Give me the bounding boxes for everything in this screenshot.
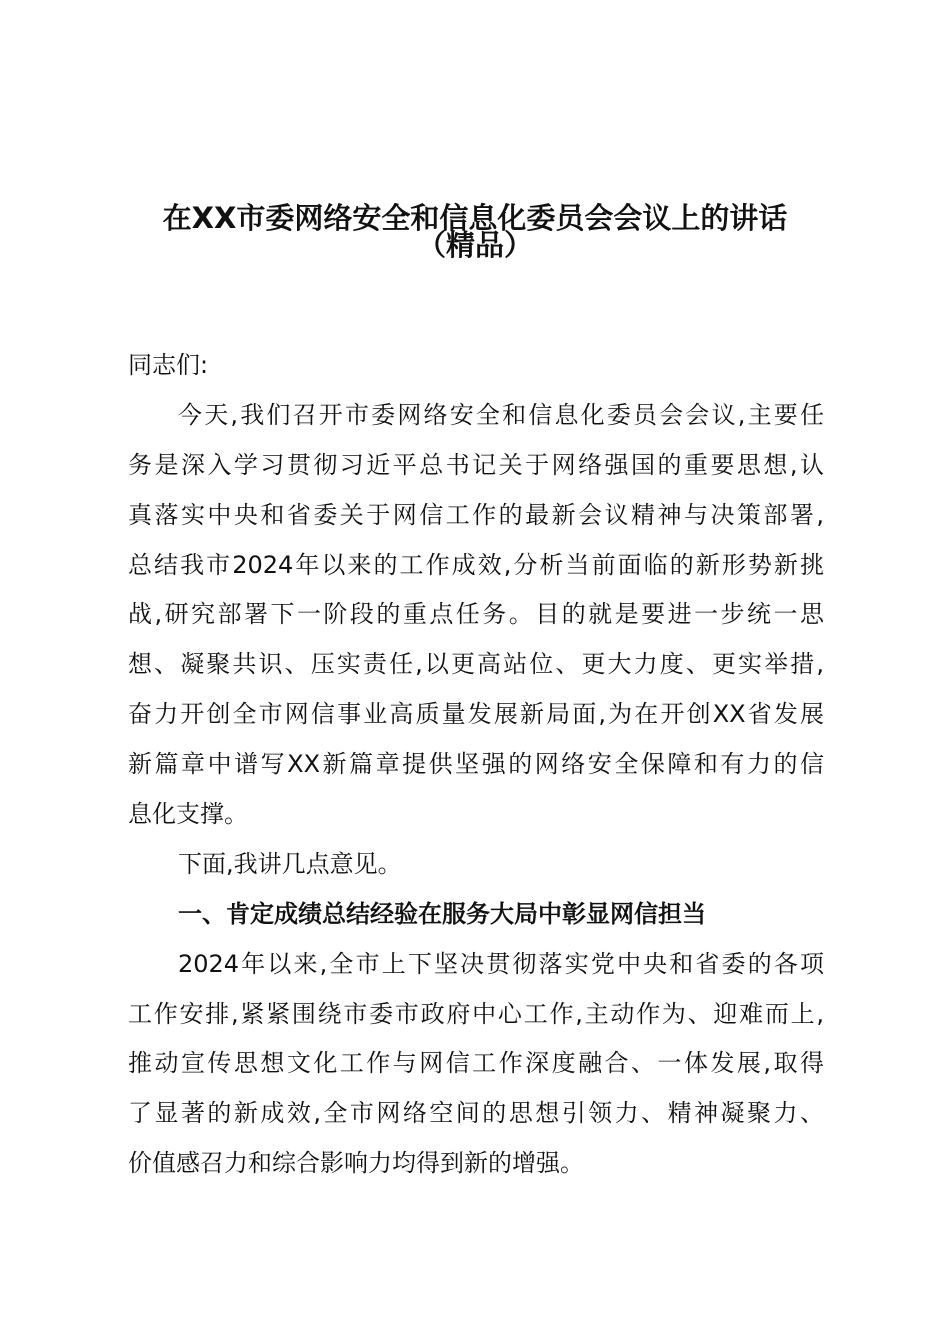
paragraph-line: 下面,我讲几点意见。 bbox=[178, 849, 402, 878]
document-subtitle: （精品） bbox=[416, 228, 533, 262]
section-heading: 一、肯定成绩总结经验在服务大局中彰显网信担当 bbox=[178, 899, 706, 928]
document-body bbox=[128, 345, 824, 1193]
paragraph-line: 战,研究部署下一阶段的重点任务。目的就是要进一步统一思 bbox=[128, 600, 824, 629]
paragraph-line: 工作安排,紧紧围绕市委市政府中心工作,主动作为、迎难而上, bbox=[128, 999, 824, 1028]
paragraph-line: 推动宣传思想文化工作与网信工作深度融合、一体发展,取得 bbox=[128, 1049, 824, 1078]
paragraph-line: 想、凝聚共识、压实责任,以更高站位、更大力度、更实举措, bbox=[128, 650, 824, 679]
paragraph-line: 真落实中央和省委关于网信工作的最新会议精神与决策部署, bbox=[128, 500, 824, 529]
paragraph-line: 今天,我们召开市委网络安全和信息化委员会会议,主要任 bbox=[178, 400, 824, 429]
paragraph-line: 息化支撑。 bbox=[128, 800, 248, 829]
paragraph-line: 奋力开创全市网信事业高质量发展新局面,为在开创XX省发展 bbox=[128, 700, 824, 729]
document-title: 在XX市委网络安全和信息化委员会会议上的讲话 bbox=[162, 201, 788, 235]
salutation: 同志们: bbox=[128, 351, 209, 379]
paragraph-line: 新篇章中谱写XX新篇章提供坚强的网络安全保障和有力的信 bbox=[128, 750, 824, 779]
paragraph-line: 务是深入学习贯彻习近平总书记关于网络强国的重要思想,认 bbox=[128, 450, 824, 479]
paragraph-line: 了显著的新成效,全市网络空间的思想引领力、精神凝聚力、 bbox=[128, 1099, 824, 1128]
paragraph-line: 价值感召力和综合影响力均得到新的增强。 bbox=[128, 1149, 584, 1178]
paragraph-line: 总结我市2024年以来的工作成效,分析当前面临的新形势新挑 bbox=[128, 550, 824, 579]
paragraph-line: 2024年以来,全市上下坚决贯彻落实党中央和省委的各项 bbox=[178, 949, 824, 978]
